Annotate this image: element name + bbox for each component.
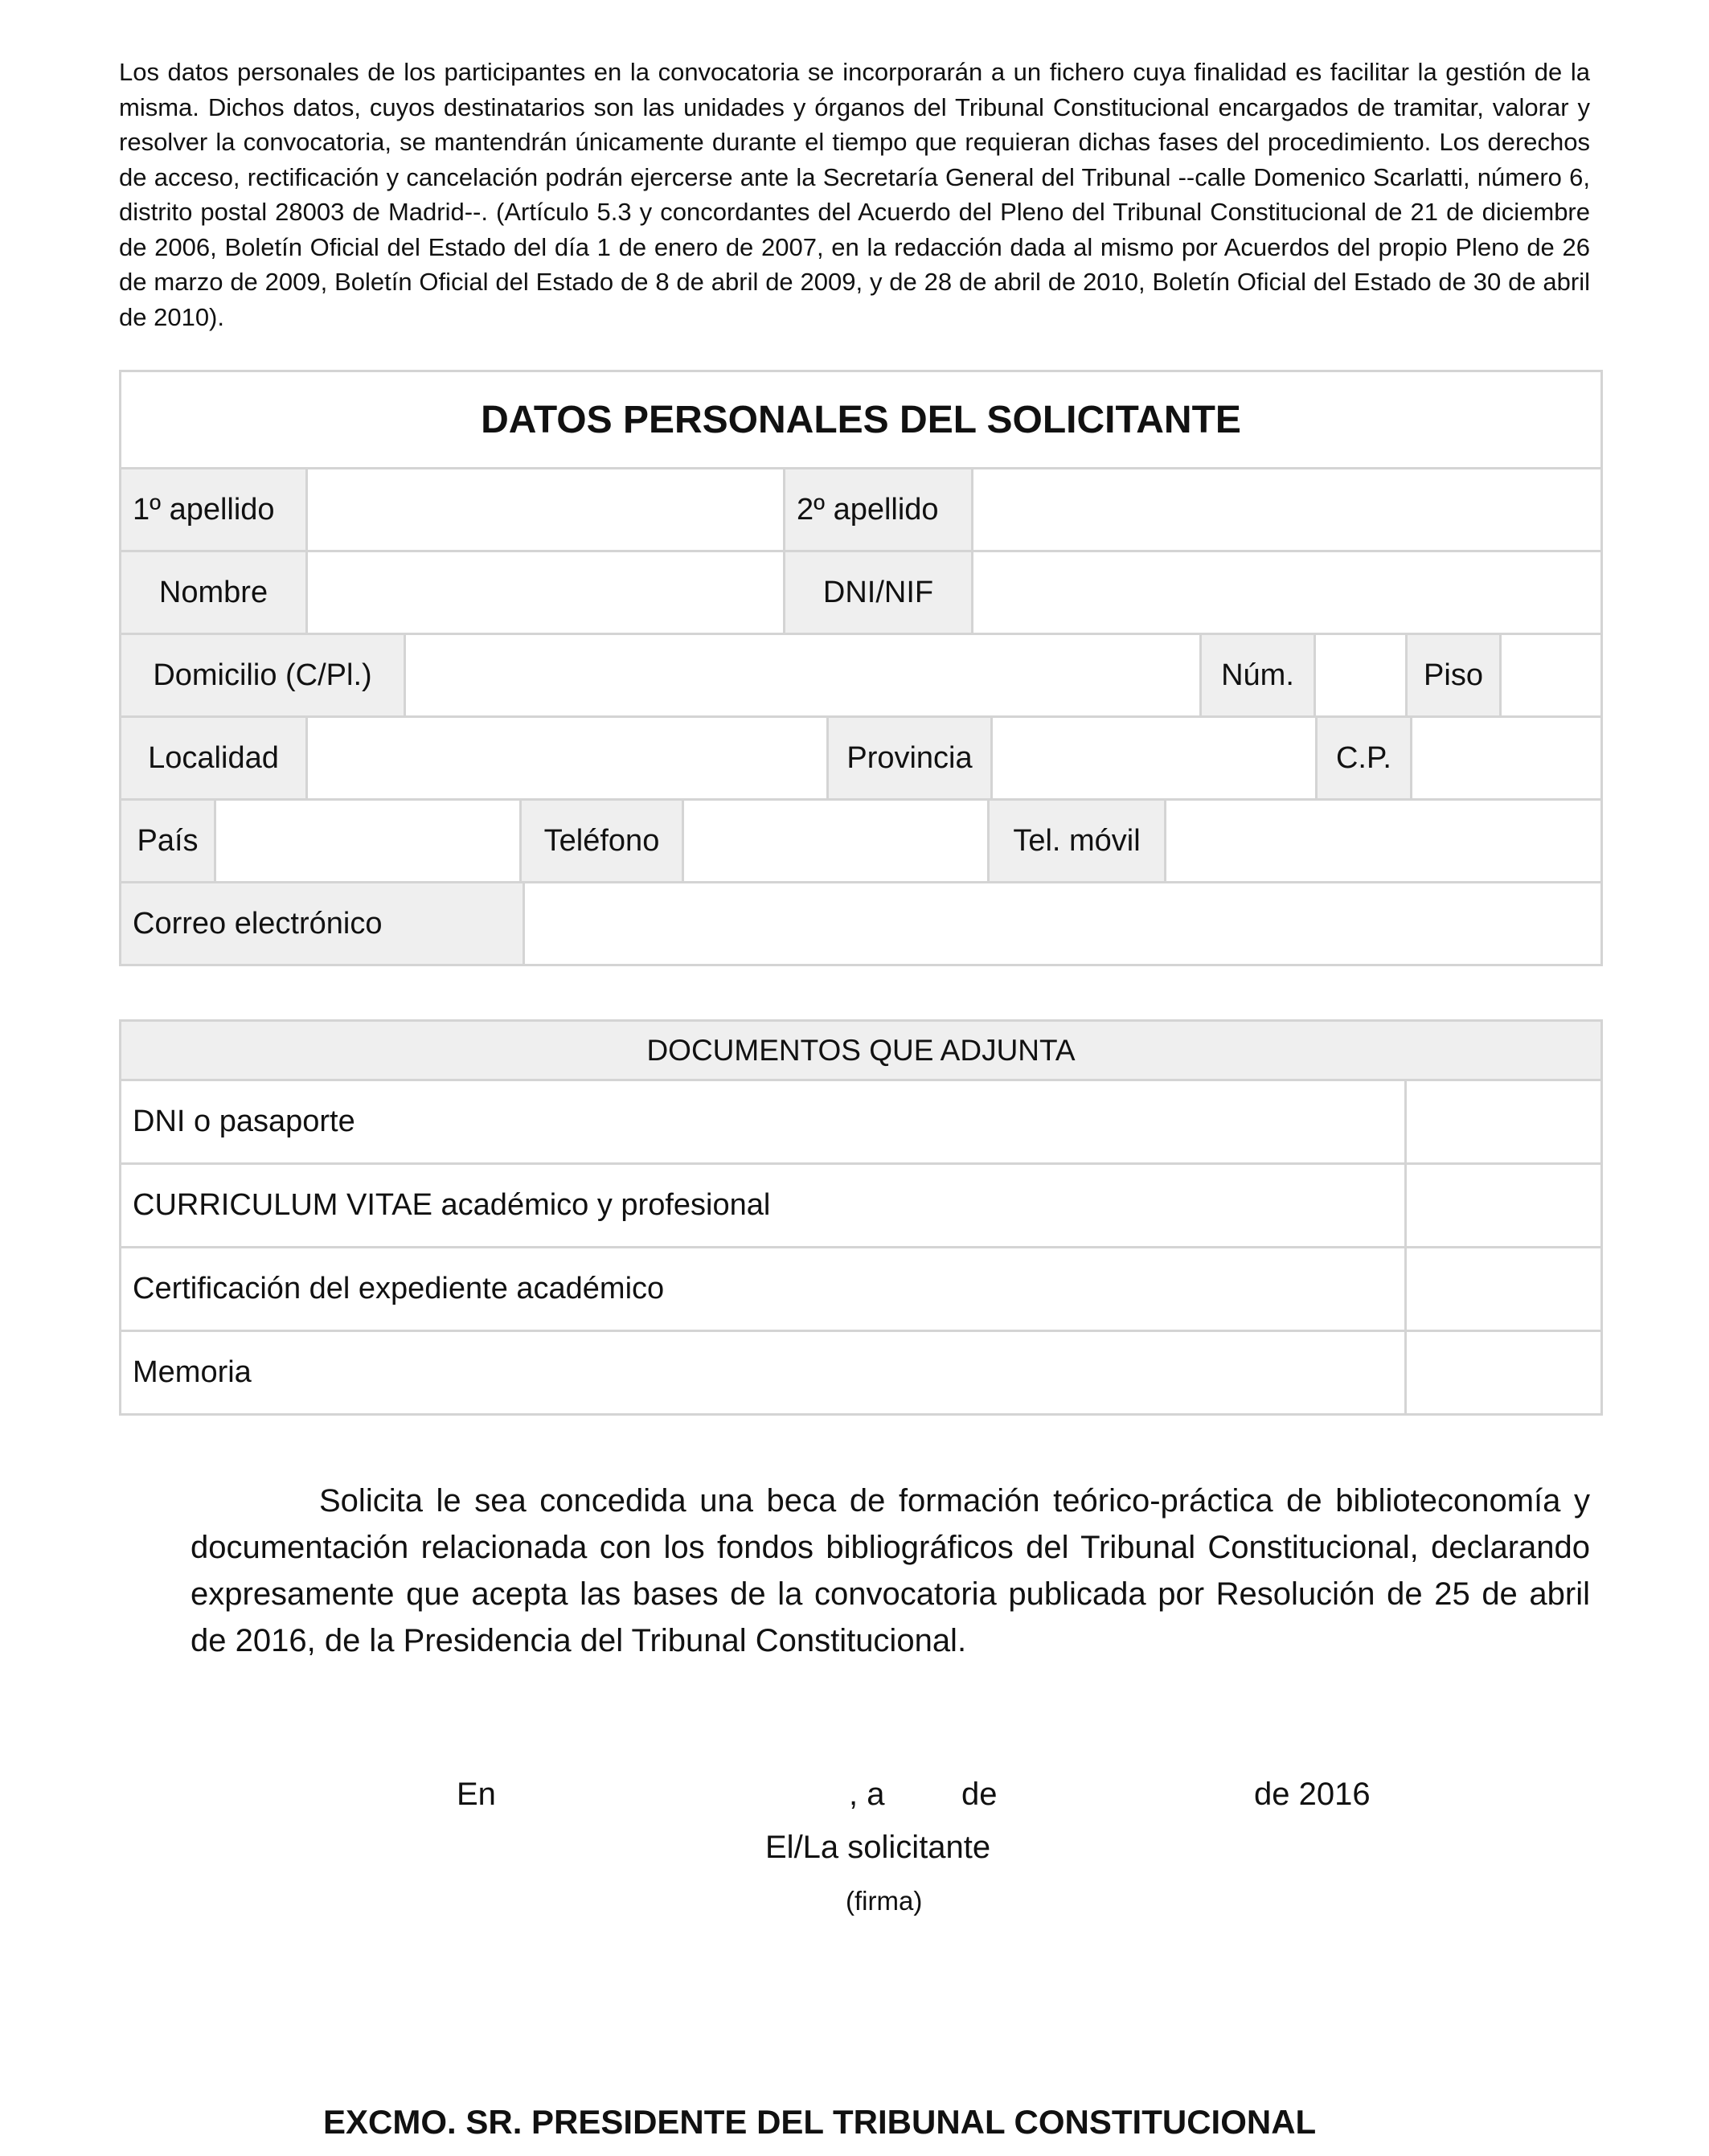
form-row-nombre: [121, 550, 1600, 633]
num-field[interactable]: [1316, 635, 1408, 715]
movil-field[interactable]: [1166, 801, 1600, 881]
form-row-pais: [121, 798, 1600, 881]
cp-label: C.P.: [1318, 718, 1412, 798]
apellido2-label: 2º apellido: [785, 469, 973, 550]
nombre-field[interactable]: [308, 552, 785, 633]
num-label: Núm.: [1202, 635, 1316, 715]
domicilio-field[interactable]: [406, 635, 1202, 715]
localidad-field[interactable]: [308, 718, 829, 798]
request-paragraph: Solicita le sea concedida una beca de formación teórico-práctica de biblioteconomía y documentación relacionada con los fondos bibliográficos del Tribunal Constitucional, declarando expresamente que acepta las bases de la convocatoria publicada por Resolución de 25 de abril de 2016, de la Presidencia del Tribunal Constitucional.: [191, 1483, 1590, 1658]
provincia-label: Provincia: [829, 718, 993, 798]
form-title: DATOS PERSONALES DEL SOLICITANTE: [481, 398, 1241, 441]
apellido1-field[interactable]: [308, 469, 785, 550]
pais-field[interactable]: [216, 801, 522, 881]
document-row: [121, 1079, 1600, 1162]
form-row-domicilio: [121, 633, 1600, 715]
piso-field[interactable]: [1502, 635, 1600, 715]
document-checkbox[interactable]: [1407, 1332, 1600, 1413]
documents-table: [119, 1019, 1603, 1416]
document-checkbox[interactable]: [1407, 1248, 1600, 1330]
form-row-localidad: [121, 715, 1600, 798]
apellido1-label: 1º apellido: [121, 469, 308, 550]
pais-label: País: [121, 801, 216, 881]
signature-hint: (firma): [846, 1886, 923, 1916]
signer-role: El/La solicitante: [765, 1830, 991, 1865]
year-label: de 2016: [1254, 1777, 1371, 1812]
email-label: Correo electrónico: [121, 883, 525, 964]
document-label: Memoria: [121, 1332, 1407, 1413]
apellido2-field[interactable]: [973, 469, 1600, 550]
form-row-email: [121, 881, 1600, 964]
document-checkbox[interactable]: [1407, 1081, 1600, 1162]
month-label: de: [961, 1777, 998, 1812]
provincia-field[interactable]: [993, 718, 1318, 798]
cp-field[interactable]: [1412, 718, 1600, 798]
nombre-label: Nombre: [121, 552, 308, 633]
dni-label: DNI/NIF: [785, 552, 973, 633]
document-label: DNI o pasaporte: [121, 1081, 1407, 1162]
form-row-apellidos: [121, 467, 1600, 550]
domicilio-label: Domicilio (C/Pl.): [121, 635, 406, 715]
day-label: , a: [849, 1777, 885, 1812]
telefono-field[interactable]: [684, 801, 990, 881]
localidad-label: Localidad: [121, 718, 308, 798]
document-label: Certificación del expediente académico: [121, 1248, 1407, 1330]
addressee: EXCMO. SR. PRESIDENTE DEL TRIBUNAL CONSTITUCIONAL: [323, 2103, 1317, 2141]
document-row: [121, 1246, 1600, 1330]
dni-field[interactable]: [973, 552, 1600, 633]
document-row: [121, 1330, 1600, 1413]
personal-data-form: [119, 370, 1603, 966]
telefono-label: Teléfono: [522, 801, 684, 881]
document-row: [121, 1162, 1600, 1246]
movil-label: Tel. móvil: [990, 801, 1166, 881]
place-label: En: [457, 1777, 496, 1812]
piso-label: Piso: [1408, 635, 1502, 715]
documents-title: DOCUMENTOS QUE ADJUNTA: [121, 1022, 1600, 1079]
privacy-notice: Los datos personales de los participantes en la convocatoria se incorporarán a un fichero cuya finalidad es facilitar la gestión de la misma. Dichos datos, cuyos destinatarios son las unidades y órganos del Tribunal Constitucional encargados de tramitar, valorar y resolver la convocatoria, se mantendrán únicamente durante el tiempo que requieran dichas fases del procedimiento. Los derechos de acceso, rectificación y cancelación podrán ejercerse ante la Secretaría General del Tribunal --calle Domenico Scarlatti, número 6, distrito postal 28003 de Madrid--. (Artículo 5.3 y concordantes del Acuerdo del Pleno del Tribunal Constitucional de 21 de diciembre de 2006, Boletín Oficial del Estado del día 1 de enero de 2007, en la redacción dada al mismo por Acuerdos del propio Pleno de 26 de marzo de 2009, Boletín Oficial del Estado de 8 de abril de 2009, y de 28 de abril de 2010, Boletín Oficial del Estado de 30 de abril de 2010).: [119, 58, 1590, 331]
email-field[interactable]: [525, 883, 1600, 964]
document-checkbox[interactable]: [1407, 1165, 1600, 1246]
document-label: CURRICULUM VITAE académico y profesional: [121, 1165, 1407, 1246]
